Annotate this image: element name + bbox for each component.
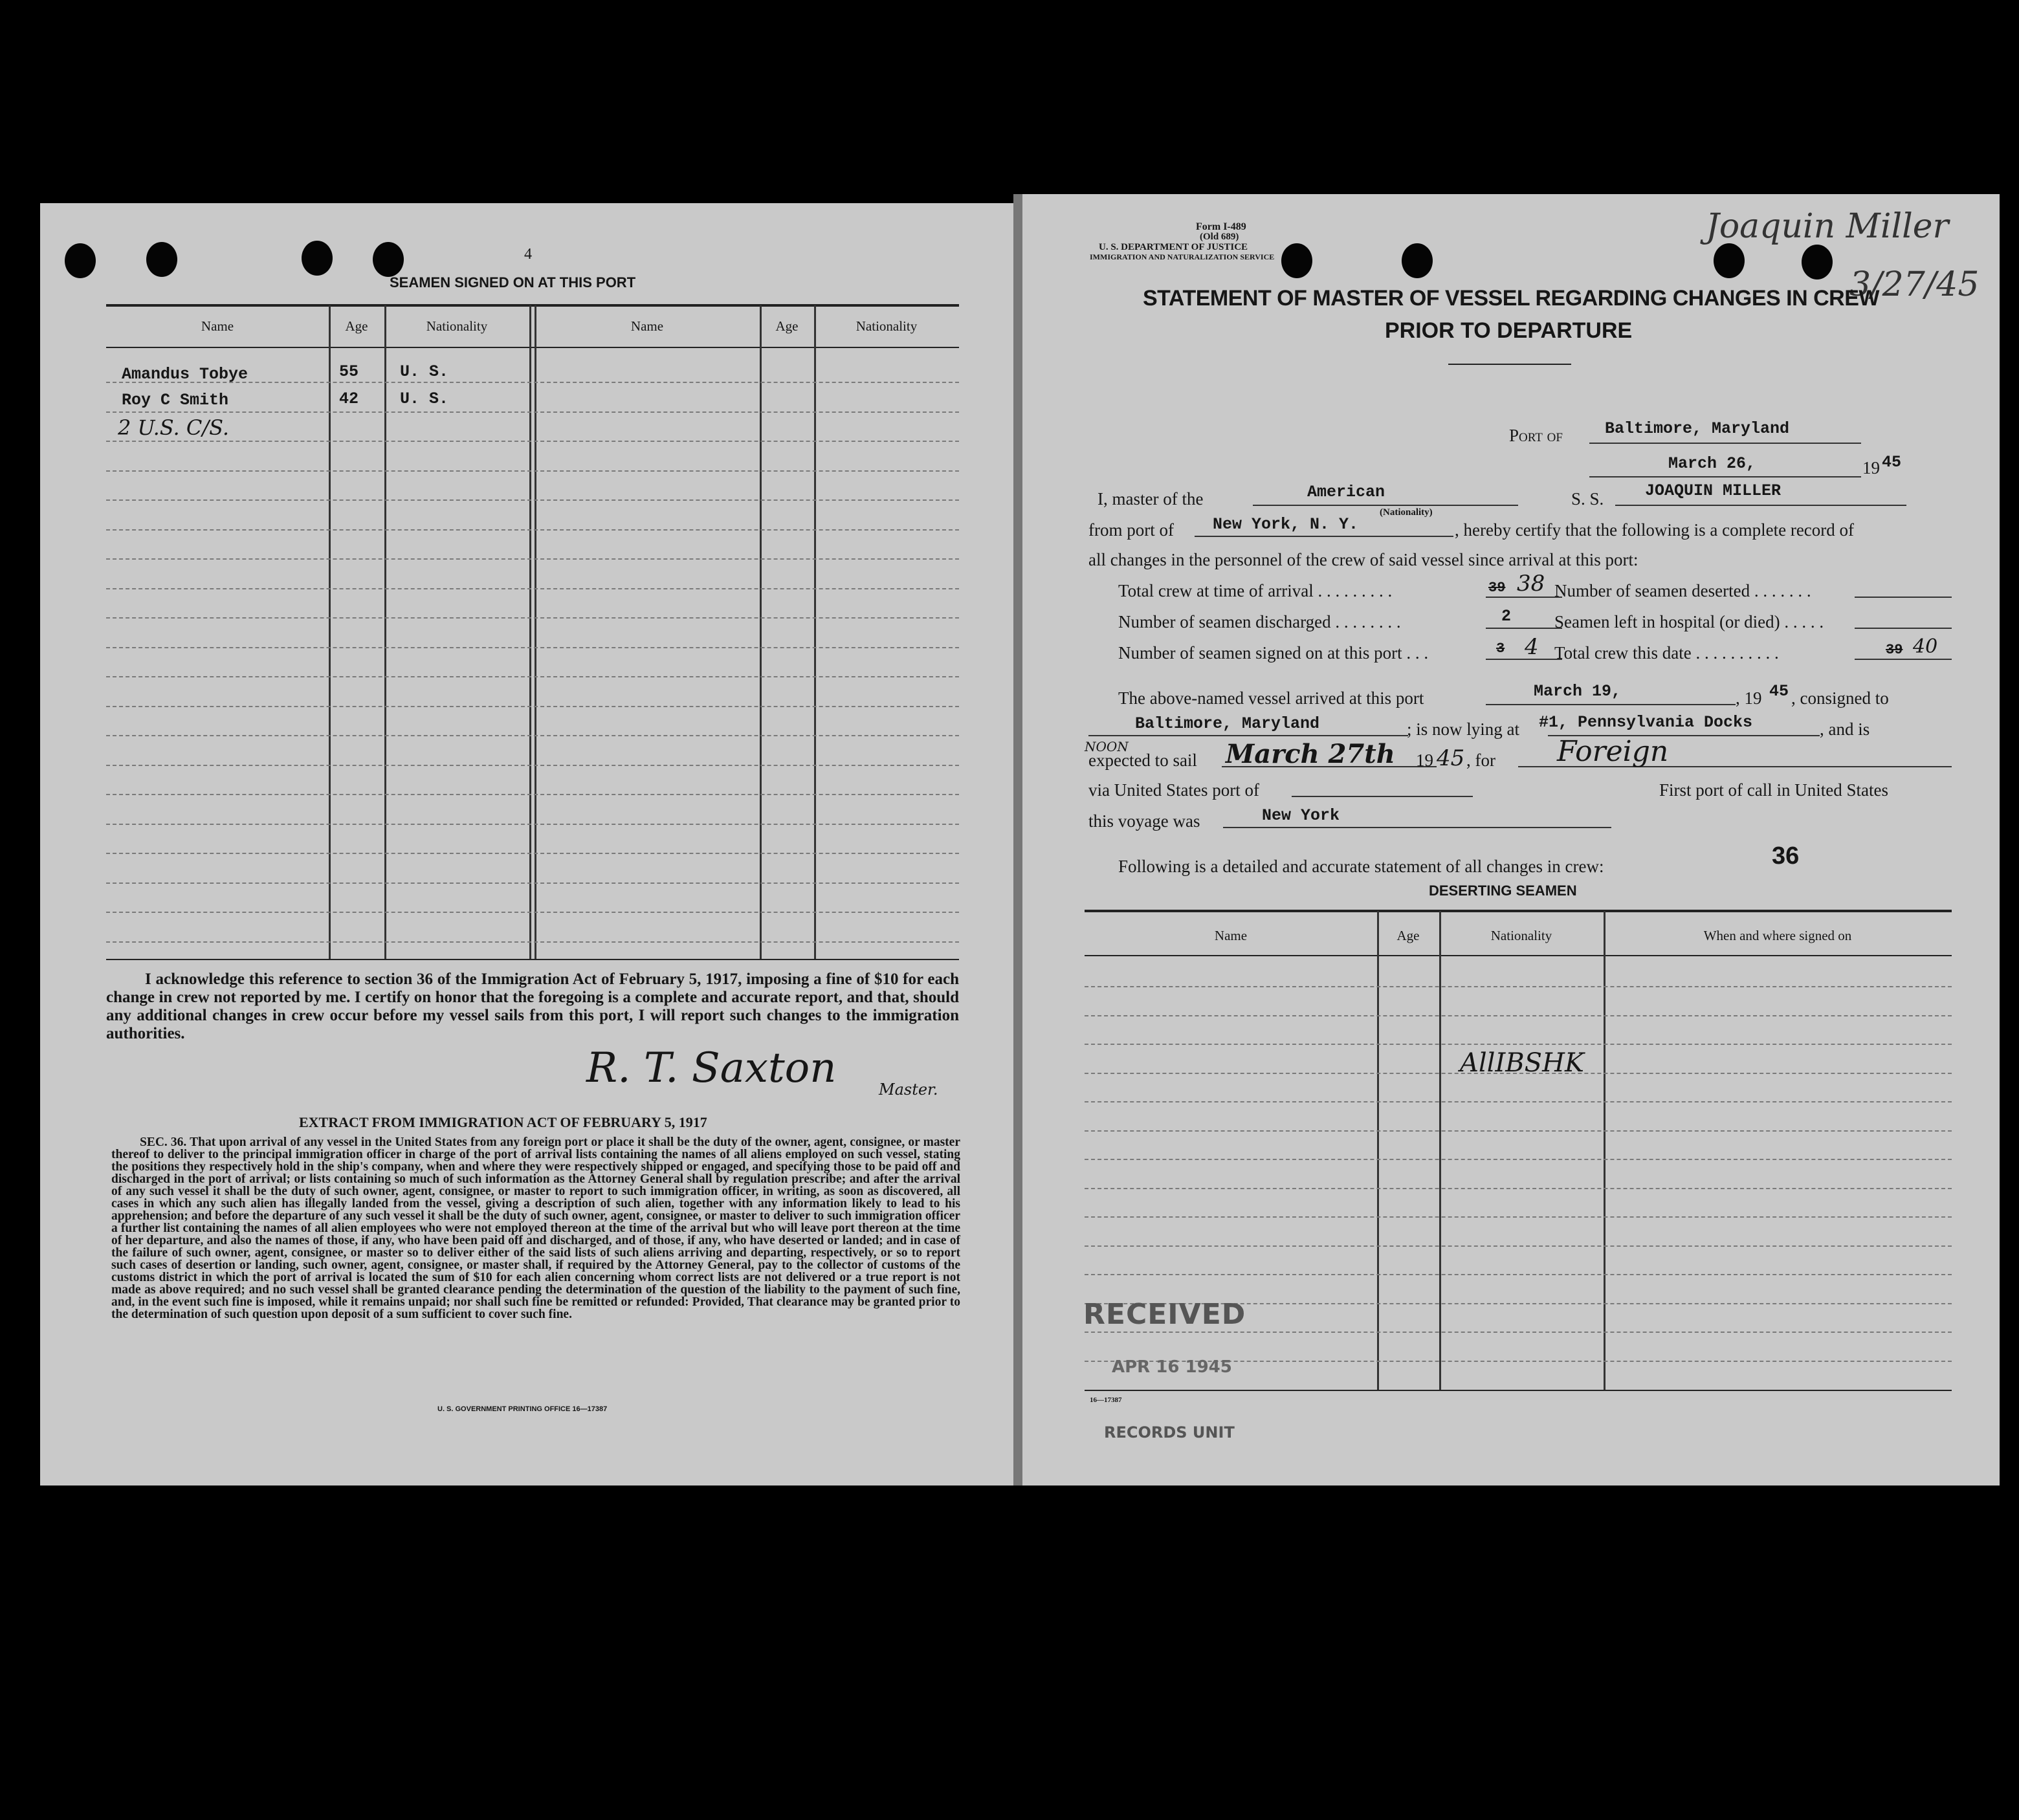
punch-hole [1714,243,1745,278]
row-rule [106,853,959,854]
received-date-stamp: APR 16 1945 [1112,1357,1232,1377]
handwritten-ship-name: Joaquin Miller [1706,207,1949,246]
arrived-year: 45 [1769,682,1789,701]
row-rule [1085,1101,1952,1102]
col-header-nationality: Nationality [426,318,488,334]
consignee-underline [1088,735,1408,736]
table-bottom-rule [106,959,959,960]
table-row-name: Roy C Smith [122,391,229,410]
table-row-nationality: U. S. [400,389,449,408]
signed-on-label: Number of seamen signed on at this port . . . [1118,643,1429,663]
col-divider [384,305,386,959]
discharged-value: 2 [1501,607,1512,626]
expected-value: March 27th [1226,739,1395,769]
table-top-rule [106,304,959,307]
total-crew-date-struck: 39 [1886,642,1903,658]
left-page [40,203,1016,1486]
table-row-nationality: U. S. [400,362,449,381]
via-underline [1292,796,1473,797]
nationality-scribble: AllIBSHK [1460,1048,1584,1078]
nationality-underline [1253,505,1518,506]
stat-underline [1855,597,1952,598]
master-of-label: I, master of the [1098,489,1204,509]
port-value: Baltimore, Maryland [1605,419,1790,438]
department-name: U. S. DEPARTMENT OF JUSTICE [1099,242,1248,252]
col-divider [329,305,331,959]
left-title: SEAMEN SIGNED ON AT THIS PORT [390,274,636,291]
table-header-rule [106,347,959,348]
col-divider [1439,911,1441,1390]
punch-hole [302,241,333,276]
form-number: Form I-489 [1196,221,1246,232]
row-rule [106,558,959,560]
stat-underline [1855,628,1952,629]
des-col-header-when-where: When and where signed on [1703,928,1852,943]
row-rule [106,912,959,913]
year-prefix: 19 [1862,458,1880,477]
footer-code: 16—17387 [1090,1396,1122,1404]
right-page [1020,194,2000,1486]
row-rule [106,883,959,884]
col-header-name: Name [630,318,664,334]
col-header-nationality: Nationality [855,318,918,334]
consignee-value: Baltimore, Maryland [1135,714,1320,733]
deserted-label: Number of seamen deserted . . . . . . . [1554,581,1811,600]
page-fold [1013,194,1022,1486]
handwritten-date: 3/27/45 [1849,265,1980,304]
des-col-header-age: Age [1396,928,1420,943]
row-rule [106,499,959,501]
year-value: 45 [1882,453,1902,472]
signed-on-struck: 3 [1496,641,1505,657]
arrived-date: March 19, [1534,682,1622,701]
printer-line: U. S. GOVERNMENT PRINTING OFFICE 16—17387 [437,1405,608,1413]
des-table-bottom-rule [1085,1390,1952,1391]
nationality-caption: (Nationality) [1380,507,1433,518]
hospital-label: Seamen left in hospital (or died) . . . . . [1554,612,1824,631]
row-rule [1085,986,1952,987]
extract-text: SEC. 36. That upon arrival of any vessel in the United States from any foreign port or place it shall be the duty of the owner, agent, consignee, or master thereof to deliver to the principal immigration officer in charge of the port of arrival lists containing the names of all aliens employed on such vessel, stating the positions they respectively hold in the ship's company, when and where they were respectively shipped or engaged, and specifying those to be paid off and discharged in the port of arrival; or lists containing so much of such information as the Attorney General shall by regulation prescribe; and after the arrival of any such vessel it shall be the duty of such owner, agent, consignee, or master to report to such immigration officer, in writing, as soon as discovered, all cases in which any such alien has illegally landed from the vessel, giving a description of such alien, together with any information likely to lead to his apprehension; and before the departure of any such vessel it shall be the duty of such owner, agent, consignee, or master to deliver to such immigration officer a further list containing the names of all alien employees who were not employed thereon at the time of the arrival but who will leave port thereon at the time of her departure, and also the names of those, if any, who have been paid off and discharged, and of those, if any, who have deserted or landed; and in case of the failure of such owner, agent, consignee, or master so to deliver either of the said lists of such aliens arriving and departing, respectively, or so to report such cases of desertion or landing, such owner, agent, consignee, or master shall, if required by the Attorney General, pay to the collector of customs of the customs district in which the port of arrival is located the sum of $10 for each alien concerning whom correct lists are not delivered or a true report is not made as above required; and no such vessel shall be granted clearance pending the determination of the question of the liability to the payment of such fine, and, in the event such fine is imposed, while it remains unpaid; nor shall such fine be remitted or refunded: Provided, That clearance may be granted prior to the determination of such question upon deposit of a sum sufficient to cover such fine. [111,1135,960,1321]
col-divider [814,305,816,959]
row-rule [1085,1130,1952,1132]
from-port-underline [1195,536,1453,537]
row-rule [106,765,959,766]
certify-text-2: all changes in the personnel of the crew of said vessel since arrival at this port: [1088,550,1638,569]
row-rule [1085,1332,1952,1333]
punch-hole [1802,245,1833,280]
stat-underline [1855,659,1952,660]
row-rule [1085,1159,1952,1160]
extract-title: EXTRACT FROM IMMIGRATION ACT OF FEBRUARY 5, 1917 [299,1114,707,1130]
expected-label: expected to sail [1088,751,1197,770]
deserting-title: DESERTING SEAMEN [1429,883,1577,899]
row-rule [1085,1044,1952,1045]
col-header-age: Age [345,318,368,334]
col-divider [760,305,762,959]
row-rule [106,794,959,795]
table-row-name: Amandus Tobye [122,365,248,384]
des-col-header-nationality: Nationality [1490,928,1552,943]
row-rule [106,647,959,648]
form-old-number: (Old 689) [1200,232,1239,242]
noon-note: NOON [1085,739,1129,754]
col-header-name: Name [201,318,234,334]
arrived-underline [1486,704,1736,705]
punch-hole [1281,243,1312,278]
des-table-header-rule [1085,955,1952,956]
section-number: 36 [1772,842,1800,870]
for-value: Foreign [1557,735,1669,768]
voyage-label: this voyage was [1088,811,1200,831]
expected-year: 45 [1437,745,1465,771]
stat-underline [1486,628,1562,629]
row-rule [106,735,959,736]
ss-label: S. S. [1571,489,1604,509]
ship-underline [1615,505,1906,506]
col-divider [1604,911,1605,1390]
col-divider [1377,911,1379,1390]
punch-hole [1402,243,1433,278]
form-title-line1: STATEMENT OF MASTER OF VESSEL REGARDING CHANGES IN CREW [1143,286,1879,311]
following-text: Following is a detailed and accurate statement of all changes in crew: [1118,857,1604,876]
title-underline [1448,364,1571,365]
voyage-underline [1223,827,1611,828]
signed-on-value: 4 [1525,634,1539,660]
master-label: Master. [879,1080,938,1099]
total-crew-date-value: 40 [1913,635,1938,658]
row-rule [1085,1216,1952,1218]
voyage-value: New York [1262,806,1340,825]
row-rule [106,824,959,825]
port-underline [1589,443,1861,444]
col-divider [535,305,536,959]
form-title-line2: PRIOR TO DEPARTURE [1385,318,1633,343]
nationality-value: American [1307,483,1385,501]
expected-year-prefix: 19 [1416,751,1433,770]
row-rule [106,676,959,677]
total-crew-date-label: Total crew this date . . . . . . . . . . [1554,643,1779,663]
row-rule [106,941,959,943]
punch-hole [146,242,177,277]
ship-name: JOAQUIN MILLER [1645,481,1782,500]
port-label: Port of [1509,426,1563,445]
row-rule [106,617,959,619]
row-rule [106,588,959,589]
arrived-year-prefix: , 19 [1736,688,1762,708]
received-stamp: RECEIVED [1083,1298,1246,1331]
row-rule [106,706,959,707]
handwritten-note: 2 U.S. C/S. [118,415,230,440]
and-is-label: , and is [1820,719,1870,739]
date-value: March 26, [1668,454,1756,473]
records-unit-stamp: RECORDS UNIT [1104,1423,1235,1442]
punch-hole [65,243,96,278]
stat-underline [1486,597,1562,598]
row-rule [1085,1245,1952,1247]
first-port-label: First port of call in United States [1659,780,1888,800]
total-crew-arrival-value: 38 [1517,571,1545,597]
via-label: via United States port of [1088,780,1259,800]
page-number: 4 [524,246,532,263]
signature: R. T. Saxton [586,1044,837,1092]
table-row-age: 42 [339,389,359,408]
for-label: , for [1466,751,1495,770]
row-rule [106,441,959,442]
lying-at-text: ; is now lying at [1407,719,1519,739]
stat-underline [1486,659,1562,660]
des-col-header-name: Name [1214,928,1248,943]
des-table-top-rule [1085,910,1952,912]
row-rule [1085,1188,1952,1189]
punch-hole [373,242,404,277]
col-header-age: Age [775,318,799,334]
certify-text: , hereby certify that the following is a complete record of [1455,520,1855,540]
acknowledgement-text: I acknowledge this reference to section 36 of the Immigration Act of February 5, 1917, imposing a fine of $10 for each change in crew not reported by me. I certify on honor that the foregoing is a complete and accurate report, and that, should any additional changes in crew occur before my vessel sails from this port, I will report such changes to the immigration authorities. [106,970,959,1042]
row-rule [1085,1015,1952,1016]
total-crew-arrival-label: Total crew at time of arrival . . . . . . . . . [1118,581,1393,600]
consigned-to-label: , consigned to [1791,688,1889,708]
total-crew-arrival-struck: 39 [1488,580,1506,596]
service-name: IMMIGRATION AND NATURALIZATION SERVICE [1090,252,1275,261]
discharged-label: Number of seamen discharged . . . . . . . . [1118,612,1401,631]
from-port-value: New York, N. Y. [1213,515,1359,534]
row-rule [1085,1274,1952,1275]
row-rule [106,529,959,531]
lying-at-value: #1, Pennsylvania Docks [1539,713,1753,732]
arrived-text: The above-named vessel arrived at this port [1118,688,1424,708]
row-rule [106,411,959,413]
date-underline [1589,476,1861,477]
row-rule [106,470,959,472]
from-port-label: from port of [1088,520,1174,540]
col-divider [529,305,531,959]
table-row-age: 55 [339,362,359,381]
